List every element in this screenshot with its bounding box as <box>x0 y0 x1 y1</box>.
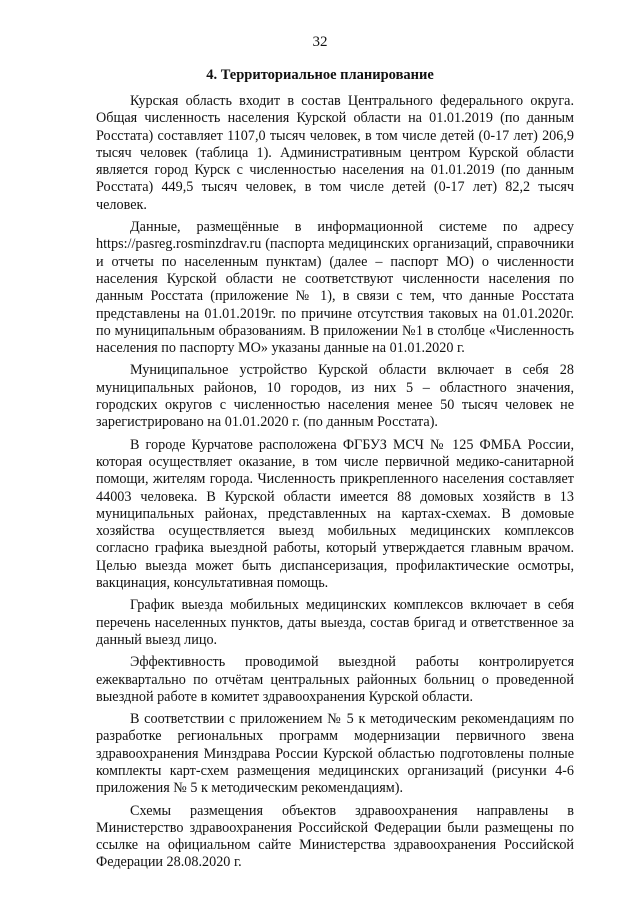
paragraph-population: Курская область входит в состав Центрального федерального округа. Общая численность населения Курской области на 01.01.2019 (по данным Росстата) составляет 1107,0 тысяч человек, в том числе детей (0-17 лет) 206,9 тысяч человек (таблица 1). Административным центром Курской области является город Курск с численностью населения на 01.01.2019 (по данным Росстата) 449,5 тысяч человек, в том числе детей (0-17 лет) 82,2 тысяч человек. <box>96 93 574 213</box>
paragraph-maps: В соответствии с приложением № 5 к методическим рекомендациям по разработке региональных программ модернизации первичного звена здравоохранения Минздрава России Курской областью подготовлены полные комплекты карт-схем размещения медицинских организаций (рисунки 4-6 приложения № 5 к методическим рекомендациям). <box>96 711 574 797</box>
paragraph-mobile-schedule: График выезда мобильных медицинских комплексов включает в себя перечень населенных пунктов, даты выезда, состав бригад и ответственное за данный выезд лицо. <box>96 597 574 648</box>
paragraph-municipal-structure: Муниципальное устройство Курской области включает в себя 28 муниципальных районов, 10 городов, из них 5 – областного значения, городских округов с численностью населения менее 50 тысяч человек не зарегистрировано на 01.01.2020 г. (по данным Росстата). <box>96 362 574 431</box>
paragraph-efficiency: Эффективность проводимой выездной работы контролируется ежеквартально по отчётам центральных районных больниц о проведенной выездной работе в комитет здравоохранения Курской области. <box>96 654 574 705</box>
section-title: 4. Территориальное планирование <box>206 67 434 83</box>
paragraph-passport-data: Данные, размещённые в информационной системе по адресу https://pasreg.rosminzdrav.ru (паспорта медицинских организаций, справочники и отчеты по населенным пунктам) (далее – паспорт МО) о численности населения Курской области не соответствуют численности населения по данным Росстата (приложение № 1), в связи с тем, что данные Росстата представлены на 01.01.2019г. по причине отсутствия таковых на 01.01.2020г. по муниципальным образованиям. В приложении №1 в столбце «Численность населения по паспорту МО» указаны данные на 01.01.2020 г. <box>96 219 574 357</box>
page-number: 32 <box>312 34 328 50</box>
document-body <box>96 93 574 872</box>
paragraph-ministry-link: Схемы размещения объектов здравоохранения направлены в Министерство здравоохранения Российской Федерации были размещены по ссылке на официальном сайте Министерства здравоохранения Российской Федерации 28.08.2020 г. <box>96 802 574 871</box>
paragraph-kurchatov: В городе Курчатове расположена ФГБУЗ МСЧ № 125 ФМБА России, которая осуществляет оказание, в том числе первичной медико-санитарной помощи, жителям города. Численность прикрепленного населения составляет 44003 человека. В Курской области имеется 88 домовых хозяйств в 13 муниципальных районах, представленных на картах-схемах. В домовые хозяйства осуществляется выезд мобильных медицинских комплексов согласно графика выездной работы, который утверждается главным врачом. Целью выезда может быть диспансеризация, профилактические осмотры, вакцинация, консультативная помощь. <box>96 436 574 592</box>
